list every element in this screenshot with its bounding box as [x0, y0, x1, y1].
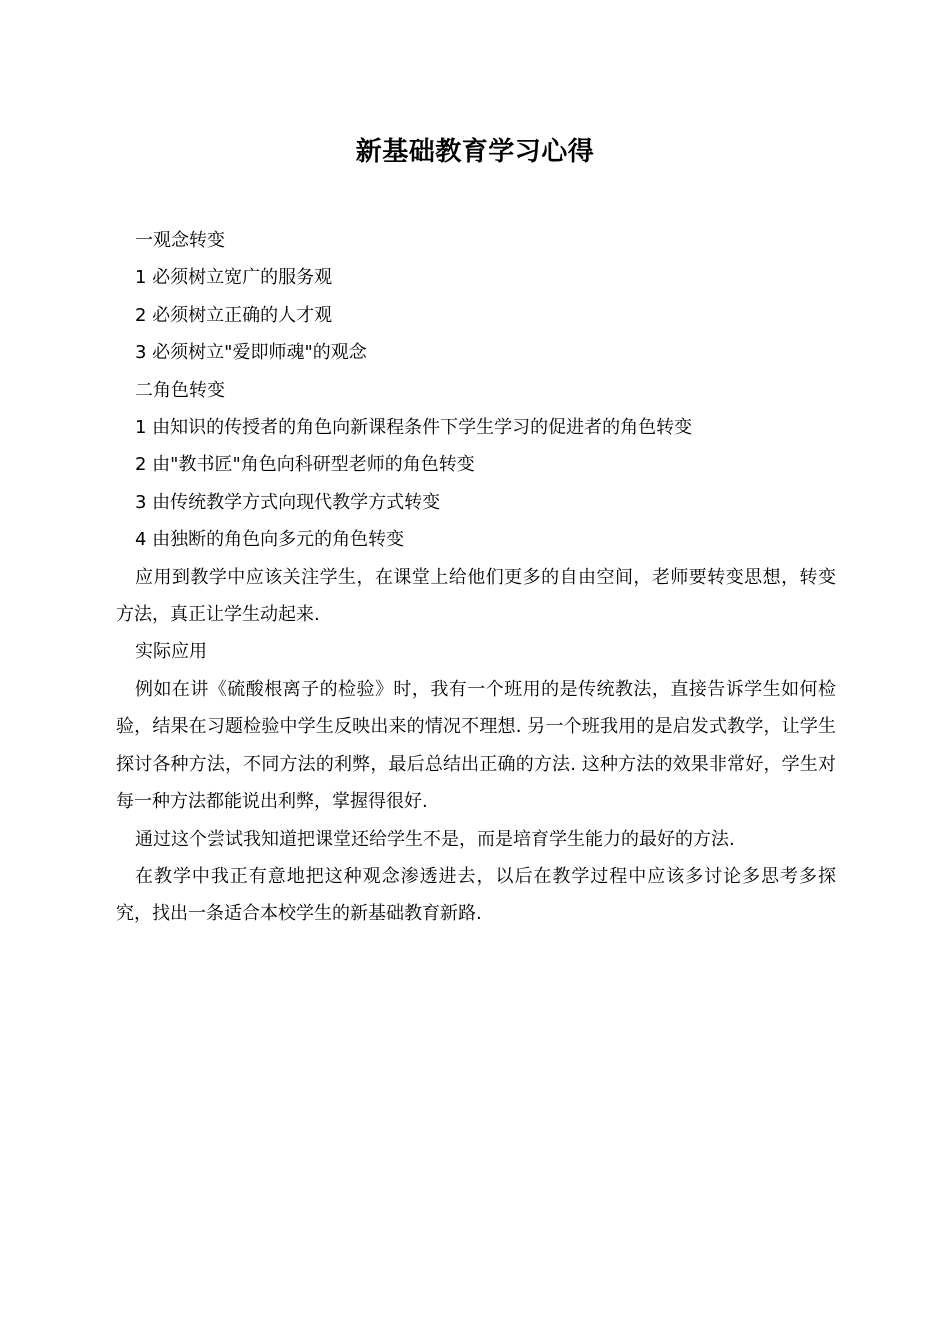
document-body	[116, 222, 836, 933]
role-item-1: 1 由知识的传授者的角色向新课程条件下学生学习的促进者的角色转变	[135, 417, 693, 439]
document-title: 新基础教育学习心得	[355, 137, 595, 167]
paragraph-example: 例如在讲《硫酸根离子的检验》时，我有一个班用的是传统教法，直接告诉学生如何检验，结果在习题检验中学生反映出来的情况不理想. 另一个班我用的是启发式教学，让学生探讨各种方法，不同方法的利弊，最后总结出正确的方法. 这种方法的效果非常好，学生对每一种方法都能说出利弊，掌握得很好.	[116, 678, 836, 813]
concept-item-1: 1 必须树立宽广的服务观	[135, 267, 333, 289]
paragraph-insight: 通过这个尝试我知道把课堂还给学生不是，而是培育学生能力的最好的方法.	[135, 828, 735, 850]
paragraph-future: 在教学中我正有意地把这种观念渗透进去，以后在教学过程中应该多讨论多思考多探究，找出一条适合本校学生的新基础教育新路.	[116, 865, 836, 925]
section-heading-role: 二角色转变	[135, 379, 225, 401]
role-item-3: 3 由传统教学方式向现代教学方式转变	[135, 491, 441, 513]
concept-item-2: 2 必须树立正确的人才观	[135, 304, 333, 326]
concept-item-3: 3 必须树立"爱即师魂"的观念	[135, 342, 367, 364]
role-item-4: 4 由独断的角色向多元的角色转变	[135, 529, 405, 551]
paragraph-apply: 应用到教学中应该关注学生，在课堂上给他们更多的自由空间，老师要转变思想，转变方法，真正让学生动起来.	[116, 566, 836, 626]
section-heading-practice: 实际应用	[135, 641, 207, 663]
role-item-2: 2 由"教书匠"角色向科研型老师的角色转变	[135, 454, 475, 476]
section-heading-concept: 一观念转变	[135, 230, 225, 251]
